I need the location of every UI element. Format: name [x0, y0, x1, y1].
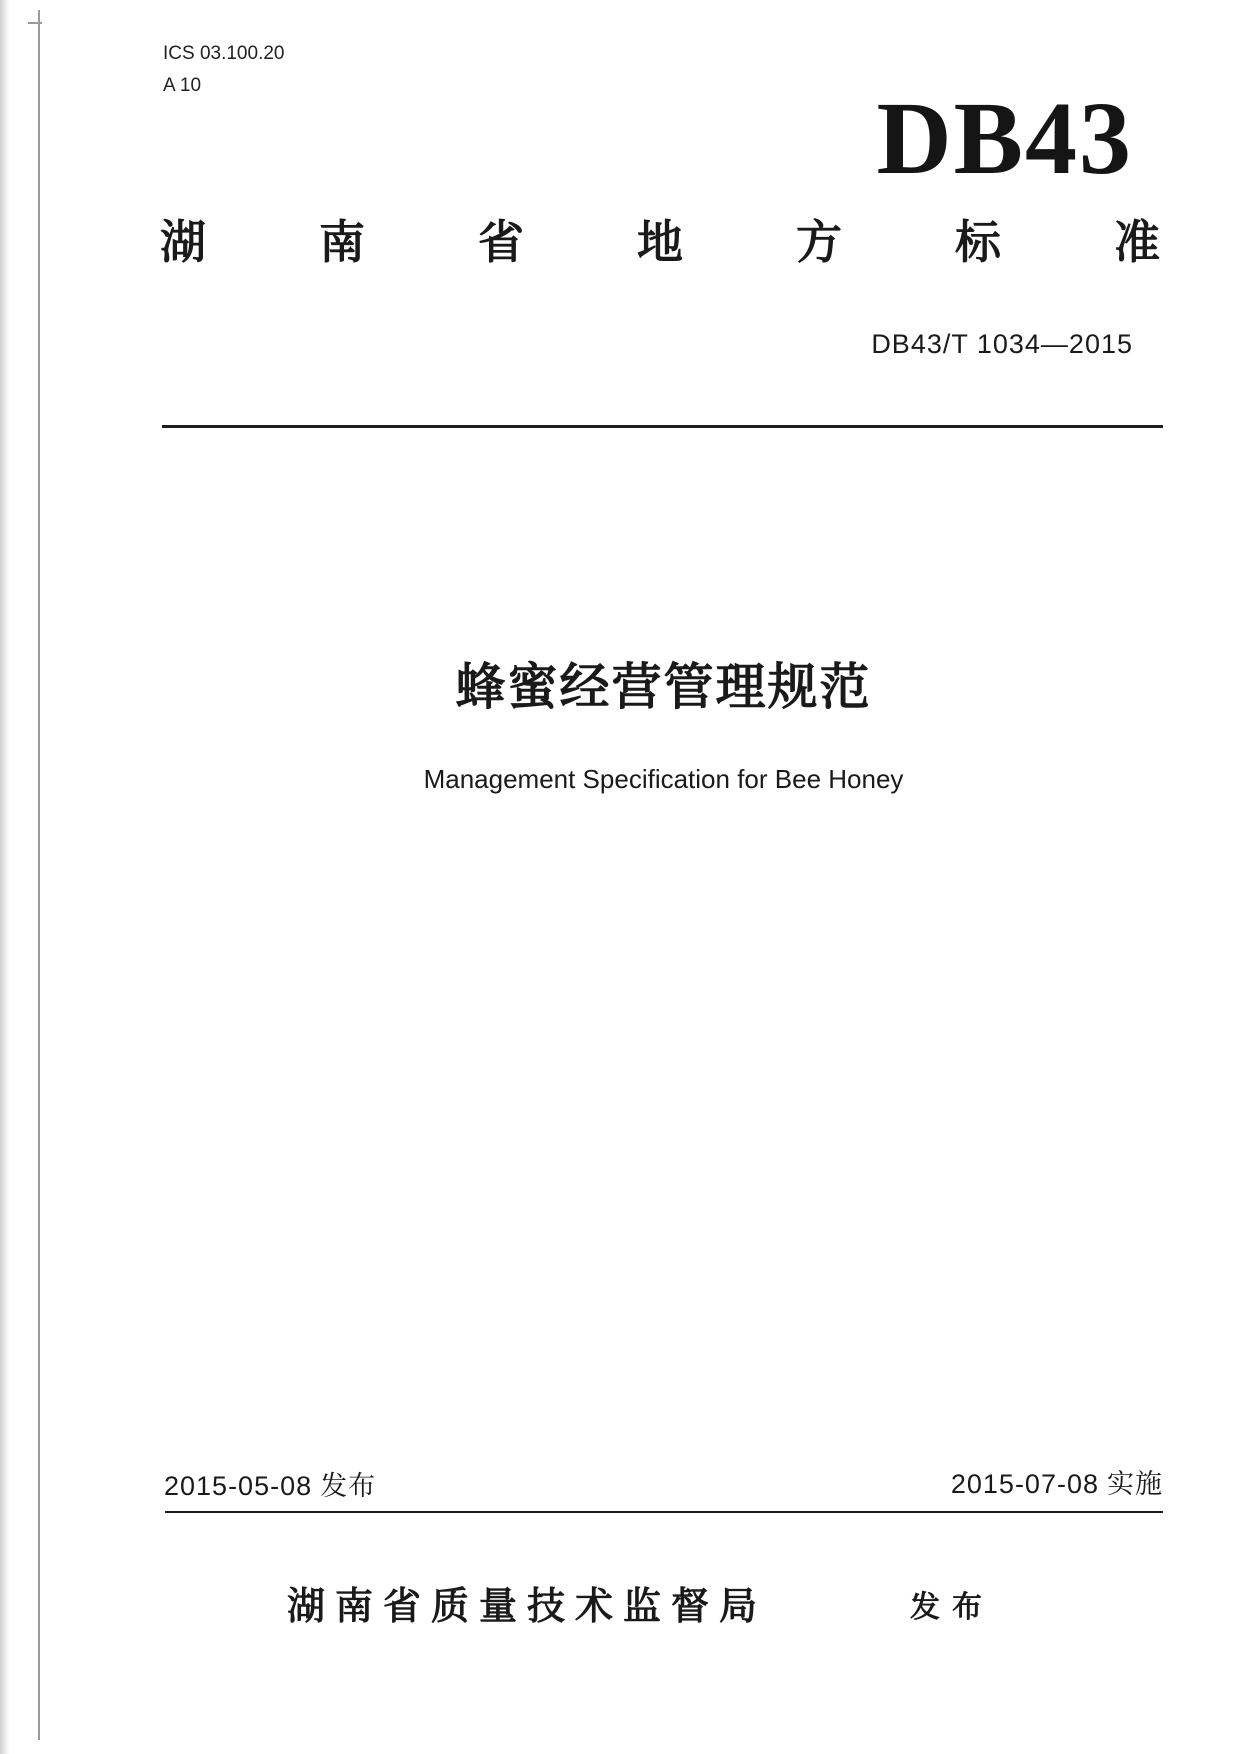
implement-date: 2015-07-08	[950, 1469, 1099, 1499]
scan-left-edge	[0, 0, 10, 1754]
standard-type-char: 准	[1114, 215, 1160, 269]
issue-date: 2015-05-08	[164, 1471, 313, 1501]
classification-block	[163, 38, 284, 102]
header-divider	[162, 425, 1163, 428]
standard-type-char: 南	[319, 215, 365, 269]
standard-type-char: 湖	[160, 215, 206, 269]
classification-code: A 10	[163, 75, 202, 96]
standard-number: DB43/T 1034—2015	[871, 329, 1133, 359]
footer-divider	[165, 1511, 1163, 1513]
issue-date-block	[164, 1466, 376, 1507]
publish-label: 发布	[910, 1590, 994, 1625]
standard-type-char: 省	[478, 215, 524, 269]
corner-tick	[28, 22, 42, 24]
standard-type-heading	[160, 212, 1160, 272]
implement-label: 实施	[1107, 1469, 1163, 1500]
db-mark: DB43	[876, 81, 1133, 196]
document-title-english: Management Specification for Bee Honey	[423, 764, 904, 794]
ics-code: ICS 03.100.20	[163, 43, 285, 64]
publisher-name: 湖南省质量技术监督局	[287, 1584, 768, 1628]
standard-type-char: 地	[637, 215, 683, 269]
standard-type-char: 方	[796, 215, 842, 269]
document-title-chinese: 蜂蜜经营管理规范	[455, 658, 872, 716]
standard-type-char: 标	[955, 215, 1001, 269]
issue-label: 发布	[320, 1471, 377, 1502]
page-edge-line	[38, 10, 40, 1740]
implement-date-block	[951, 1464, 1163, 1505]
